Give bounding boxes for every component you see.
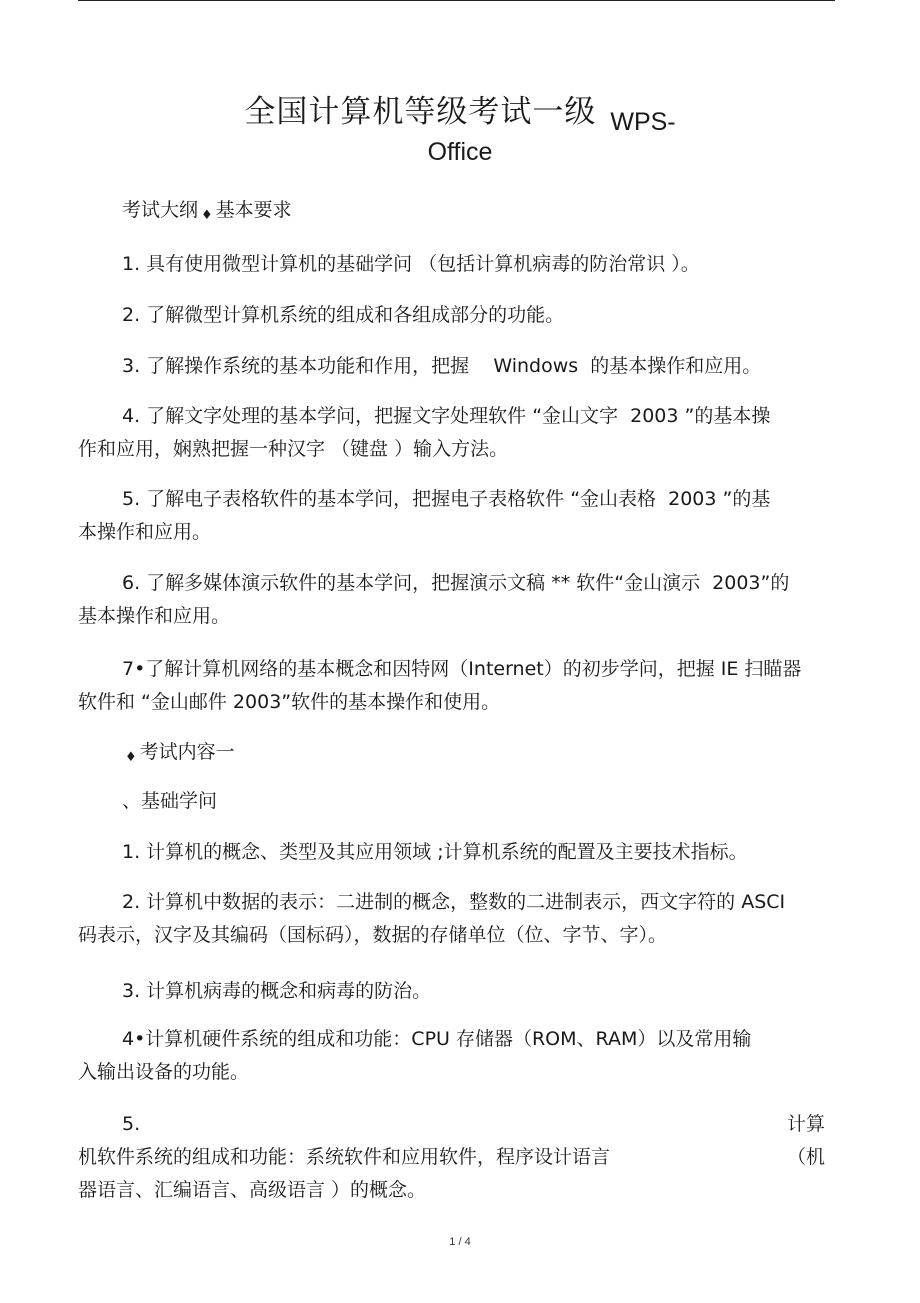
requirement-item [78,350,835,383]
requirement-item [78,653,835,719]
title-english-part2: Office [427,138,493,166]
title-english-part1: WPS- [610,108,676,136]
content-item [78,975,835,1008]
page-title [0,86,920,136]
requirement-line: 5. 了解电子表格软件的基本学问，把握电子表格软件 “金山表格 2003 ”的基 [122,488,771,510]
item5-line3: 器语言、汇编语言、高级语言 ）的概念。 [78,1179,427,1201]
content-item [78,1023,835,1089]
header-rule [78,0,835,1]
requirement-line: 1. 具有使用微型计算机的基础学问 （包括计算机病毒的防治常识 ）。 [122,253,700,275]
section-heading [78,785,835,818]
content-line-cont: 入输出设备的功能。 [78,1061,250,1083]
requirement-line-cont: 本操作和应用。 [78,521,212,543]
page-number: 1 / 4 [449,1236,471,1248]
content-heading-text: 考试内容一 [139,741,235,763]
requirement-item [78,299,835,332]
requirement-line: 7•了解计算机网络的基本概念和因特网（Internet）的初步学问，把握 IE 扫瞄器 [122,658,802,680]
section-heading-text: 、基础学问 [122,790,218,812]
content-item [78,836,835,869]
content-line: 3. 计算机病毒的概念和病毒的防治。 [122,980,432,1002]
requirement-item [78,248,835,281]
item5-line2-right: （机 [786,1146,825,1168]
content-item [78,886,835,952]
item5-number: 5. [122,1113,141,1135]
item5-line1-right: 计算 [786,1113,825,1135]
item5-line2-left: 机软件系统的组成和功能：系统软件和应用软件，程序设计语言 [78,1146,611,1168]
content-item-5 [78,1108,835,1207]
content-line: 2. 计算机中数据的表示：二进制的概念，整数的二进制表示，西文字符的 ASCI [122,891,786,913]
requirement-line: 4. 了解文字处理的基本学问，把握文字处理软件 “金山文字 2003 ”的基本操 [122,405,771,427]
diamond-bullet-icon: ♦ [125,750,137,765]
requirement-line-cont: 作和应用，娴熟把握一种汉字 （键盘 ）输入方法。 [78,438,509,460]
requirement-item [78,567,835,633]
requirement-line: 6. 了解多媒体演示软件的基本学问，把握演示文稿 ** 软件“金山演示 2003”的 [122,572,790,594]
content-line: 1. 计算机的概念、类型及其应用领域 ;计算机系统的配置及主要技术指标。 [122,841,748,863]
requirement-line: 3. 了解操作系统的基本功能和作用，把握 Windows 的基本操作和应用。 [122,355,762,377]
content-line: 4•计算机硬件系统的组成和功能：CPU 存储器（ROM、RAM）以及常用输 [122,1028,752,1050]
diamond-bullet-icon: ♦ [201,208,213,223]
requirement-line-cont: 软件和 “金山邮件 2003”软件的基本操作和使用。 [78,691,501,713]
title-chinese: 全国计算机等级考试一级 [244,94,597,130]
outline-heading-left: 考试大纲 [122,199,199,221]
requirement-item [78,483,835,549]
requirement-item [78,400,835,466]
content-heading [78,736,835,771]
requirement-line-cont: 基本操作和应用。 [78,605,231,627]
outline-heading [78,194,835,229]
requirement-line: 2. 了解微型计算机系统的组成和各组成部分的功能。 [122,304,565,326]
outline-heading-right: 基本要求 [215,199,292,221]
content-line-cont: 码表示，汉字及其编码（国标码），数据的存储单位（位、字节、字）。 [78,924,668,946]
